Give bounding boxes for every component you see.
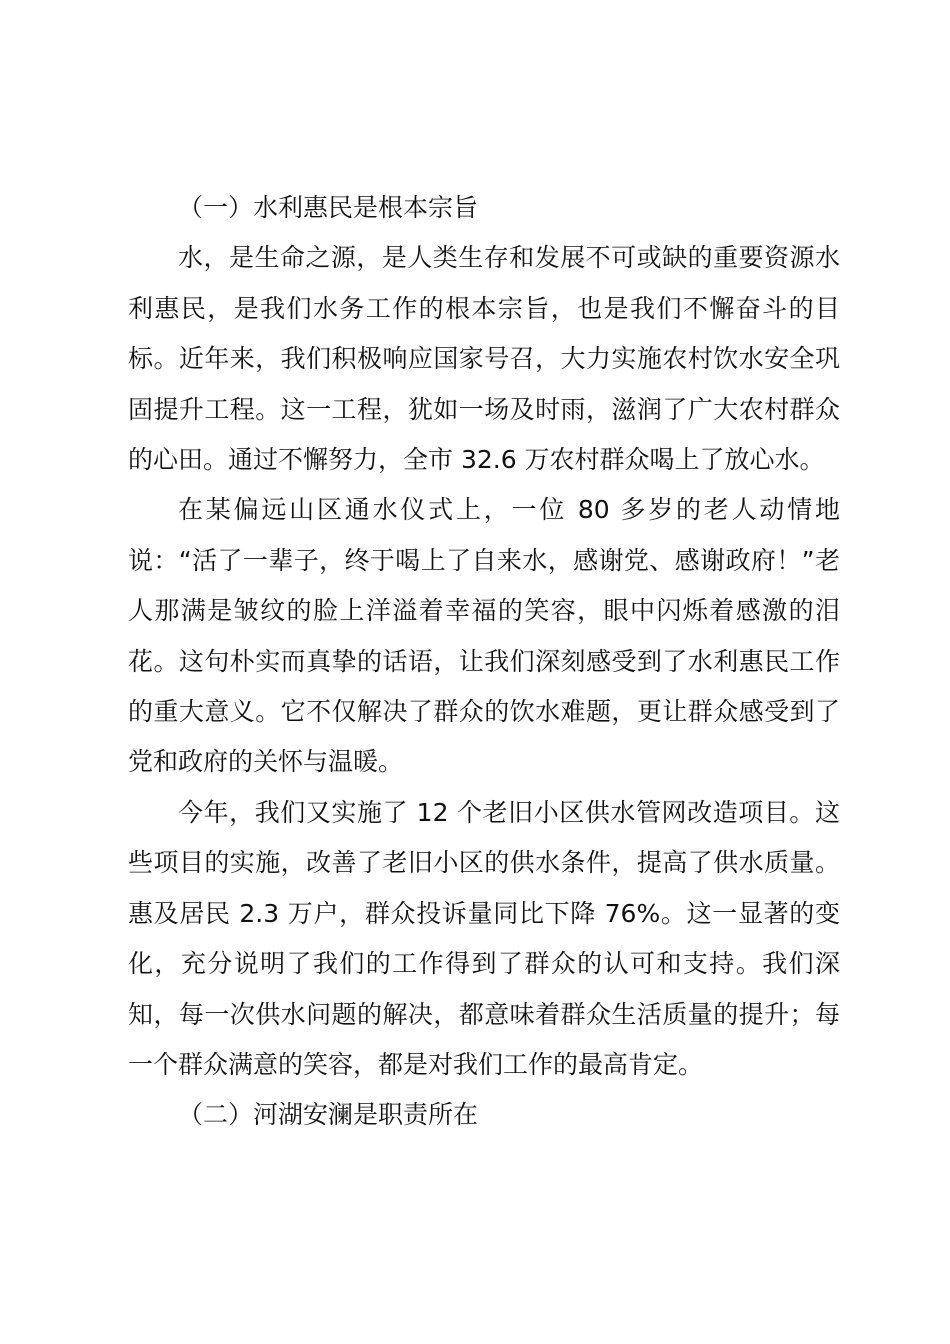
section-heading-1: （一）水利惠民是根本宗旨 <box>178 193 479 222</box>
paragraph-water-source: 水，是生命之源，是人类生存和发展不可或缺的重要资源水利惠民，是我们水务工作的根本宗旨，也是我们不懈奋斗的目标。近年来，我们积极响应国家号召，大力实施农村饮水安全巩固提升工程。这一工程，犹如一场及时雨，滋润了广大农村群众的心田。通过不懈努力，全市 32.6 万农村群众喝上了放心水。 <box>128 243 840 475</box>
paragraph-renovation-projects: 今年，我们又实施了 12 个老旧小区供水管网改造项目。这些项目的实施，改善了老旧小区的供水条件，提高了供水质量。惠及居民 2.3 万户，群众投诉量同比下降 76%。这一显著的变化，充分说明了我们的工作得到了群众的认可和支持。我们深知，每一次供水问题的解决，都意味着群众生活质量的提升；每一个群众满意的笑容，都是对我们工作的最高肯定。 <box>128 797 840 1079</box>
section-heading-2: （二）河湖安澜是职责所在 <box>178 1100 479 1130</box>
document-body <box>128 183 840 1141</box>
paragraph-elder-quote: 在某偏远山区通水仪式上，一位 80 多岁的老人动情地说：“活了一辈子，终于喝上了自来水，感谢党、感谢政府！”老人那满是皱纹的脸上洋溢着幸福的笑容，眼中闪烁着感激的泪花。这句朴实而真挚的话语，让我们深刻感受到了水利惠民工作的重大意义。它不仅解决了群众的饮水难题，更让群众感受到了党和政府的关怀与温暖。 <box>128 495 840 777</box>
